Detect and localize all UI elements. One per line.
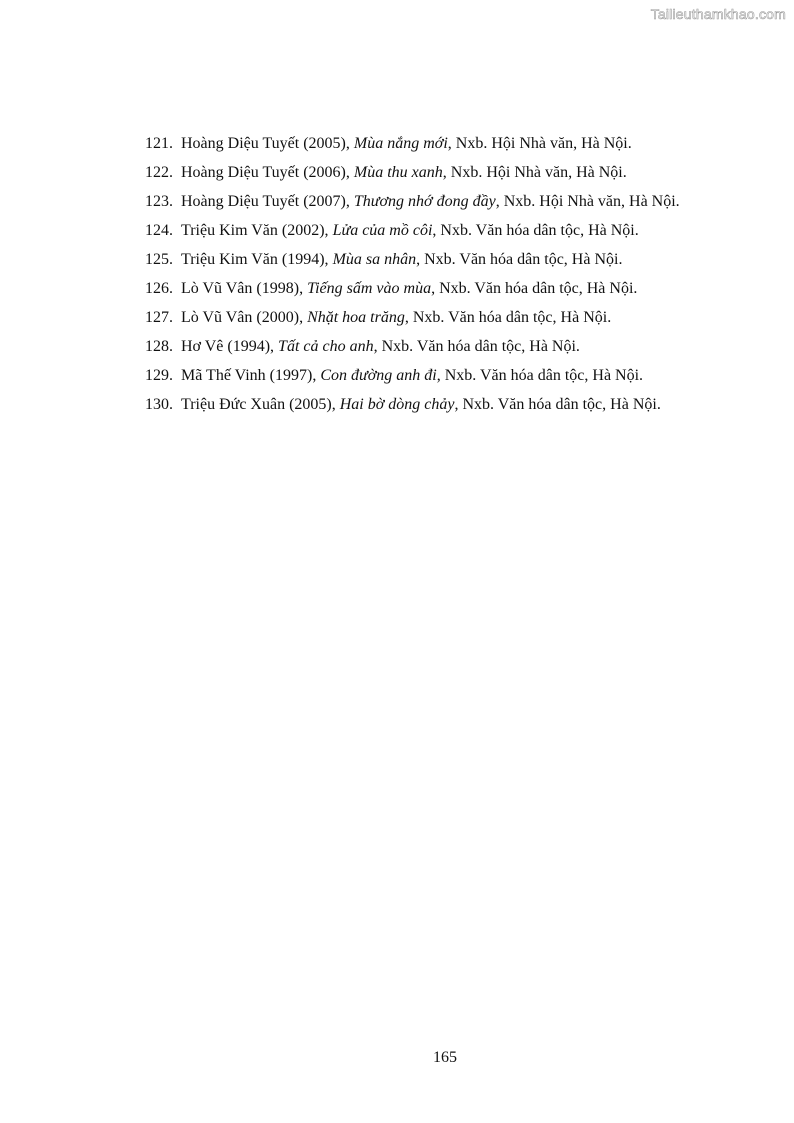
- reference-title: Nhặt hoa trăng: [307, 309, 405, 326]
- reference-title: Lửa của mồ côi: [332, 222, 433, 239]
- reference-author-year: Hơ Vê (1994),: [181, 338, 279, 355]
- reference-author-year: Mã Thế Vinh (1997),: [181, 367, 321, 384]
- reference-title: Hai bờ dòng chảy: [339, 396, 455, 413]
- reference-author-year: Hoàng Diệu Tuyết (2007),: [181, 193, 354, 210]
- reference-title: Mùa thu xanh: [353, 164, 443, 181]
- reference-publisher: , Nxb. Văn hóa dân tộc, Hà Nội.: [431, 280, 638, 297]
- reference-title: Tất cả cho anh: [278, 338, 374, 355]
- reference-title: Mùa sa nhân: [332, 251, 417, 268]
- reference-author-year: Triệu Đức Xuân (2005),: [181, 396, 340, 413]
- reference-publisher: , Nxb. Hội Nhà văn, Hà Nội.: [447, 135, 632, 152]
- reference-publisher: , Nxb. Hội Nhà văn, Hà Nội.: [442, 164, 627, 181]
- reference-author-year: Lò Vũ Vân (2000),: [181, 309, 308, 326]
- reference-publisher: , Nxb. Văn hóa dân tộc, Hà Nội.: [416, 251, 623, 268]
- reference-title: Tiếng sấm vào mùa: [307, 280, 432, 297]
- page-number: 165: [433, 1049, 457, 1066]
- reference-title: Con đường anh đi: [320, 367, 437, 384]
- reference-item: [145, 307, 765, 336]
- reference-number: 121.: [145, 135, 173, 152]
- reference-publisher: , Nxb. Văn hóa dân tộc, Hà Nội.: [436, 367, 644, 384]
- reference-author-year: Hoàng Diệu Tuyết (2005),: [181, 135, 354, 152]
- reference-number: 122.: [145, 164, 173, 181]
- reference-item: [145, 336, 765, 365]
- reference-publisher: , Nxb. Văn hóa dân tộc, Hà Nội.: [373, 338, 580, 355]
- reference-number: 123.: [145, 193, 173, 210]
- reference-publisher: , Nxb. Văn hóa dân tộc, Hà Nội.: [454, 396, 661, 413]
- reference-number: 129.: [145, 367, 173, 384]
- reference-item: [145, 191, 765, 220]
- reference-publisher: , Nxb. Văn hóa dân tộc, Hà Nội.: [432, 222, 639, 239]
- reference-number: 128.: [145, 338, 173, 355]
- reference-item: [145, 220, 765, 249]
- reference-number: 127.: [145, 309, 173, 326]
- reference-author-year: Hoàng Diệu Tuyết (2006),: [181, 164, 354, 181]
- reference-number: 126.: [145, 280, 173, 297]
- reference-item: [145, 162, 765, 191]
- reference-list: [145, 133, 765, 423]
- reference-item: [145, 365, 765, 394]
- reference-title: Thương nhớ đong đầy: [353, 193, 496, 210]
- reference-title: Mùa nắng mới: [353, 135, 448, 152]
- watermark: Tailieuthamkhao.com: [650, 6, 786, 22]
- reference-item: [145, 133, 765, 162]
- reference-author-year: Lò Vũ Vân (1998),: [181, 280, 308, 297]
- reference-item: [145, 249, 765, 278]
- reference-publisher: , Nxb. Hội Nhà văn, Hà Nội.: [495, 193, 680, 210]
- reference-number: 125.: [145, 251, 173, 268]
- reference-item: [145, 394, 765, 423]
- reference-author-year: Triệu Kim Văn (2002),: [181, 222, 333, 239]
- reference-number: 124.: [145, 222, 173, 239]
- reference-item: [145, 278, 765, 307]
- reference-author-year: Triệu Kim Văn (1994),: [181, 251, 333, 268]
- reference-number: 130.: [145, 396, 173, 413]
- reference-publisher: , Nxb. Văn hóa dân tộc, Hà Nội.: [404, 309, 612, 326]
